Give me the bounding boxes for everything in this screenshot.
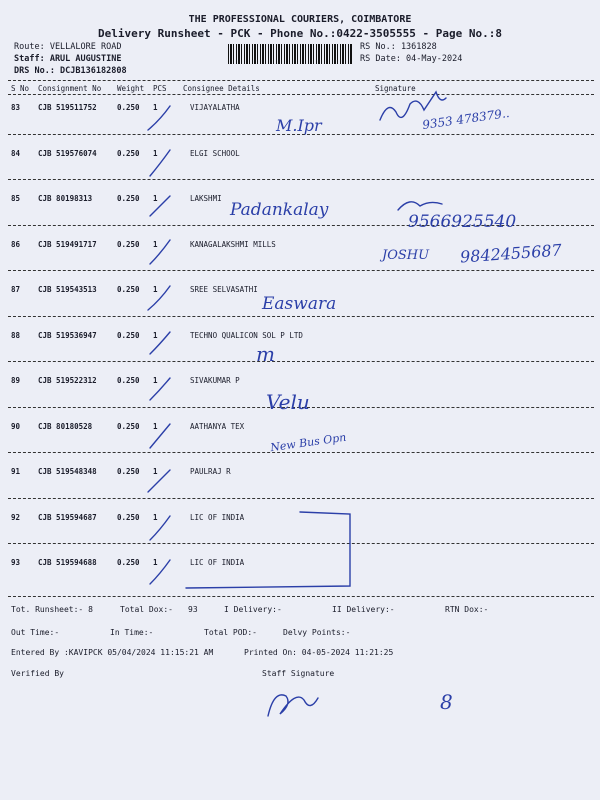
rs-number: RS No.: 1361828 <box>360 42 437 52</box>
row-pcs: 1 <box>153 558 158 567</box>
row-consignee: LIC OF INDIA <box>190 512 245 522</box>
handwritten-phone-85: 9566925540 <box>408 212 517 232</box>
row-consignee: TECHNO QUALICON SOL P LTD <box>190 330 303 340</box>
row-consignee: SREE SELVASATHI <box>190 285 258 294</box>
handwritten-receiver-90: New Bus Opn <box>269 430 348 455</box>
row-weight: 0.250 <box>117 558 140 567</box>
row-pcs: 1 <box>153 148 158 158</box>
ii-delivery: II Delivery:- <box>332 605 395 614</box>
row-consignee: SIVAKUMAR P <box>190 376 240 385</box>
handwritten-receiver-85: Padankalay <box>230 200 329 220</box>
col-pcs: PCS <box>153 84 167 93</box>
col-signature: Signature <box>375 84 416 93</box>
tick-mark <box>150 378 170 400</box>
rs-date: RS Date: 04-May-2024 <box>360 54 463 64</box>
row-weight: 0.250 <box>117 285 140 294</box>
printed-on: Printed On: 04-05-2024 11:21:25 <box>244 648 394 657</box>
total-dox-label: Total Dox:- <box>120 605 173 614</box>
rtn-dox: RTN Dox:- <box>445 605 489 614</box>
in-time: In Time:- <box>110 628 154 637</box>
row-sno: 88 <box>11 330 21 340</box>
total-runsheet: Tot. Runsheet:- 8 <box>11 605 93 614</box>
drs-number: DRS No.: DCJB136182808 <box>14 66 127 76</box>
company-title: THE PROFESSIONAL COURIERS, COIMBATORE <box>188 14 412 25</box>
handwritten-receiver-88: m <box>256 342 275 366</box>
tick-mark <box>150 240 170 264</box>
row-weight: 0.250 <box>117 239 140 249</box>
staff-signature-mark <box>268 695 318 716</box>
row-weight: 0.250 <box>117 194 140 203</box>
total-pod: Total POD:- <box>204 628 257 637</box>
handwritten-receiver-87: Easwara <box>262 294 337 314</box>
row-sno: 92 <box>11 512 21 522</box>
row-pcs: 1 <box>153 194 158 203</box>
row-consignment: CJB 519511752 <box>38 103 97 112</box>
col-sno: S No <box>11 84 30 93</box>
row-consignment: CJB 519536947 <box>38 330 97 340</box>
row-sno: 89 <box>11 376 21 385</box>
lic-bracket <box>186 512 350 588</box>
row-consignee: LIC OF INDIA <box>190 558 245 567</box>
row-weight: 0.250 <box>117 103 140 112</box>
row-weight: 0.250 <box>117 148 140 158</box>
row-sno: 84 <box>11 148 21 158</box>
row-consignment: CJB 519594688 <box>38 558 97 567</box>
handwritten-receiver-86: JOSHU <box>382 248 430 263</box>
row-sno: 93 <box>11 558 21 567</box>
row-weight: 0.250 <box>117 330 140 340</box>
row-pcs: 1 <box>153 376 158 385</box>
row-consignment: CJB 80180528 <box>38 421 93 431</box>
row-consignment: CJB 519522312 <box>38 376 97 385</box>
row-pcs: 1 <box>153 103 158 112</box>
row-consignee: KANAGALAKSHMI MILLS <box>190 239 276 249</box>
row-consignment: CJB 519594687 <box>38 512 97 522</box>
delvy-points: Delvy Points:- <box>283 628 351 637</box>
entered-by: Entered By :KAVIPCK 05/04/2024 11:15:21 AM <box>11 648 214 657</box>
row-weight: 0.250 <box>117 421 140 431</box>
row-sno: 86 <box>11 239 21 249</box>
row-consignee: ELGI SCHOOL <box>190 148 240 158</box>
row-pcs: 1 <box>153 239 158 249</box>
total-dox-value: 93 <box>188 605 198 614</box>
tick-mark <box>150 332 170 354</box>
out-time: Out Time:- <box>11 628 60 637</box>
row-pcs: 1 <box>153 512 158 522</box>
row-consignment: CJB 519548348 <box>38 467 97 476</box>
handwritten-phone-86: 9842455687 <box>459 240 563 267</box>
row-sno: 87 <box>11 285 21 294</box>
verified-by: Verified By <box>11 669 64 678</box>
row-pcs: 1 <box>153 421 158 431</box>
tick-mark <box>148 470 170 492</box>
tick-mark <box>150 196 170 216</box>
row-weight: 0.250 <box>117 467 140 476</box>
handwritten-phone-83: 9353 478379.. <box>421 105 511 133</box>
tick-mark <box>148 286 170 310</box>
row-sno: 91 <box>11 467 21 476</box>
i-delivery: I Delivery:- <box>224 605 282 614</box>
handwritten-receiver-83: M.Ipr <box>276 116 322 135</box>
col-weight: Weight <box>117 84 145 93</box>
row-sno: 83 <box>11 103 21 112</box>
runsheet-subtitle: Delivery Runsheet - PCK - Phone No.:0422-3505555 - Page No.:8 <box>98 27 502 40</box>
row-consignee: AATHANYA TEX <box>190 421 245 431</box>
row-weight: 0.250 <box>117 512 140 522</box>
handwritten-receiver-89: Velu <box>266 390 310 414</box>
row-consignment: CJB 519491717 <box>38 239 97 249</box>
row-pcs: 1 <box>153 467 158 476</box>
row-weight: 0.250 <box>117 376 140 385</box>
col-consignee: Consignee Details <box>183 84 260 93</box>
row-sno: 85 <box>11 194 21 203</box>
row-consignment: CJB 80198313 <box>38 194 93 203</box>
row-pcs: 1 <box>153 285 158 294</box>
signature-scribble <box>398 202 442 210</box>
row-pcs: 1 <box>153 330 158 340</box>
tick-mark <box>150 421 170 448</box>
staff-label: Staff: ARUL AUGUSTINE <box>14 54 122 64</box>
row-sno: 90 <box>11 421 21 431</box>
tick-mark <box>150 150 170 176</box>
row-consignment: CJB 519543513 <box>38 285 97 294</box>
row-consignment: CJB 519576074 <box>38 148 97 158</box>
tick-mark <box>148 106 170 130</box>
handwritten-page-number: 8 <box>440 690 453 714</box>
tick-mark <box>150 516 170 540</box>
col-consignment: Consignment No <box>38 84 102 93</box>
row-consignee: LAKSHMI <box>190 194 222 203</box>
tick-mark <box>150 560 170 584</box>
route-label: Route: VELLALORE ROAD <box>14 42 122 52</box>
row-consignee: VIJAYALATHA <box>190 103 240 112</box>
staff-signature-label: Staff Signature <box>262 669 335 678</box>
row-consignee: PAULRAJ R <box>190 467 231 476</box>
